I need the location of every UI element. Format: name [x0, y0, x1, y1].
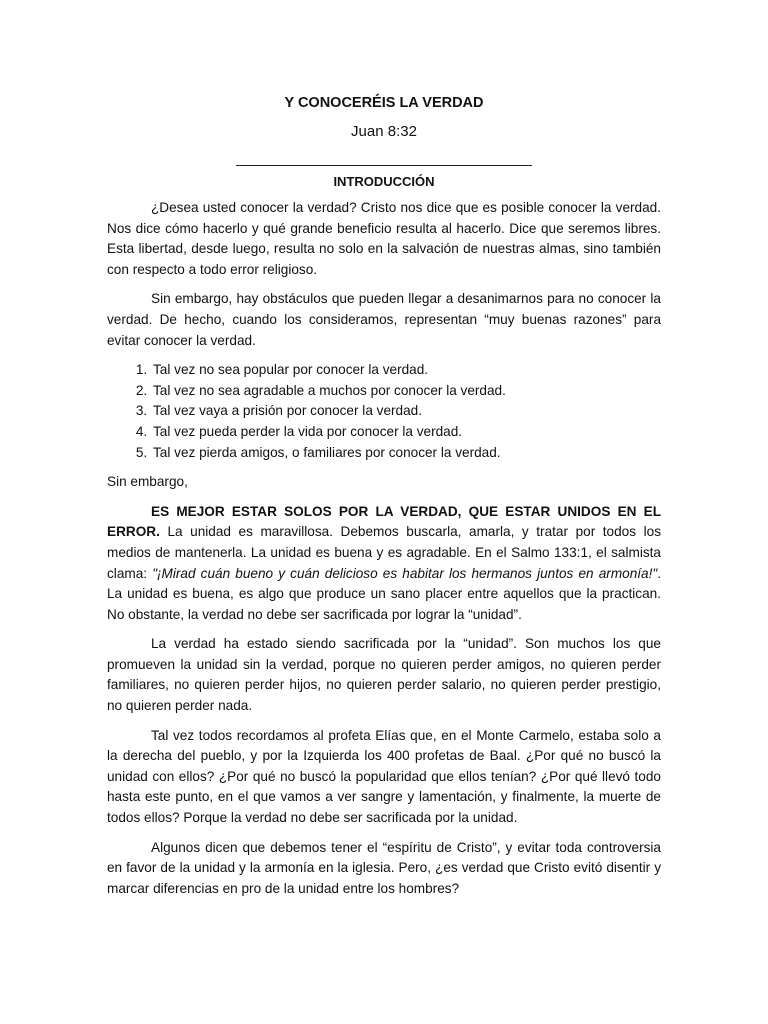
paragraph-transition: Sin embargo,: [107, 474, 188, 490]
paragraph-unity: [107, 502, 661, 626]
paragraph-elijah: Tal vez todos recordamos al profeta Elías que, en el Monte Carmelo, estaba solo a la derecha del pueblo, y por la Izquierda los 400 profetas de Baal. ¿Por qué no buscó la unidad con ellos? ¿Por qué no buscó la popularidad que ellos tenían? ¿Por qué llevó todo hasta este punto, en el que vamos a ver sangre y lamentación, y finalmente, la muerte de todos ellos? Porque la verdad no debe ser sacrificada por la unidad.: [107, 727, 661, 826]
paragraph-intro: ¿Desea usted conocer la verdad? Cristo nos dice que es posible conocer la verdad. Nos dice cómo hacerlo y qué grande beneficio resulta al hacerlo. Dice que seremos libres. Esta libertad, desde luego, resulta no solo en la salvación de nuestras almas, sino también con respecto a todo error religioso.: [107, 200, 661, 277]
emphasis-statement: ES MEJOR ESTAR SOLOS POR LA VERDAD, QUE ESTAR UNIDOS EN EL ERROR.: [107, 503, 661, 540]
list-item: 2. Tal vez no sea agradable a muchos por conocer la verdad.: [151, 381, 661, 402]
document-title: Y CONOCERÉIS LA VERDAD: [284, 95, 484, 111]
obstacles-list: [107, 360, 661, 463]
unity-text-b: . La unidad es buena, es algo que produce un sano placer entre aquellos que la practican. No obstante, la verdad no debe ser sacrificada por lograr la “unidad”.: [107, 565, 661, 622]
list-item: 5. Tal vez pierda amigos, o familiares por conocer la verdad.: [151, 443, 661, 464]
psalm-quote: "¡Mirad cuán bueno y cuán delicioso es habitar los hermanos juntos en armonía!": [152, 565, 658, 581]
divider-line: [236, 151, 532, 166]
list-item: 4. Tal vez pueda perder la vida por conocer la verdad.: [151, 422, 661, 443]
unity-text-a: La unidad es maravillosa. Debemos buscarla, amarla, y tratar por todos los medios de mantenerla. La unidad es buena y es agradable. En el Salmo 133:1, el salmista clama:: [107, 524, 661, 581]
list-item: 3. Tal vez vaya a prisión por conocer la verdad.: [151, 401, 661, 422]
section-heading: INTRODUCCIÓN: [333, 174, 435, 189]
paragraph-spirit-of-christ: Algunos dicen que debemos tener el “espíritu de Cristo”, y evitar toda controversia en favor de la unidad y la armonía en la iglesia. Pero, ¿es verdad que Cristo evitó disentir y marcar diferencias en pro de la unidad entre los hombres?: [107, 839, 661, 896]
paragraph-sacrificed: La verdad ha estado siendo sacrificada por la “unidad”. Son muchos los que promueven la unidad sin la verdad, porque no quieren perder amigos, no quieren perder familiares, no quieren perder hijos, no quieren perder salario, no quieren perder prestigio, no quieren perder nada.: [107, 636, 661, 714]
scripture-reference: Juan 8:32: [351, 123, 417, 140]
list-item: 1. Tal vez no sea popular por conocer la verdad.: [151, 360, 661, 381]
paragraph-obstacles: Sin embargo, hay obstáculos que pueden llegar a desanimarnos para no conocer la verdad. De hecho, cuando los consideramos, representan “muy buenas razones” para evitar conocer la verdad.: [107, 291, 661, 348]
document-page: [107, 92, 661, 908]
